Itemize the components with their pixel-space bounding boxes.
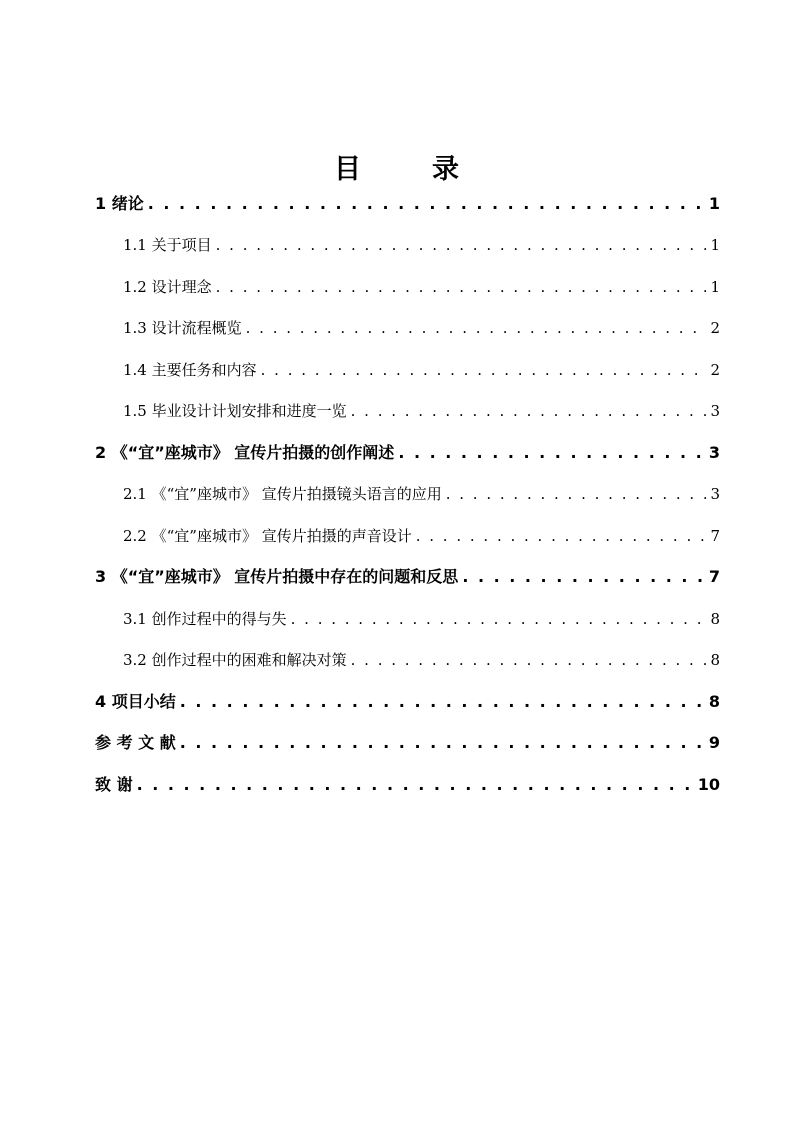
toc-entry-text: 2.1 《“宜”座城市》 宣传片拍摄镜头语言的应用 [123,485,442,503]
toc-page-number: 3 [710,402,720,420]
toc-entry[interactable] [95,191,720,217]
toc-entry-text: 1.5 毕业设计计划安排和进度一览 [123,402,347,420]
toc-entry[interactable] [95,440,720,466]
toc-entry-text: 2 《“宜”座城市》 宣传片拍摄的创作阐述 [95,443,395,462]
toc-entry[interactable] [95,689,720,715]
toc-page-number: 8 [710,651,720,669]
toc-entry-text: 1.3 设计流程概览 [123,319,242,337]
dot-leader [148,191,705,217]
toc-entry[interactable] [123,523,720,549]
toc-page-number: 1 [710,278,720,296]
toc-entry[interactable] [123,398,720,424]
dot-leader [180,730,705,756]
toc-entry-text: 参 考 文 献 [95,733,176,752]
toc-entry[interactable] [123,647,720,673]
dot-leader [398,440,705,466]
dot-leader [261,357,707,383]
dot-leader [462,564,705,590]
dot-leader [137,772,694,798]
dot-leader [291,606,707,632]
dot-leader [180,689,705,715]
dot-leader [351,398,707,424]
toc-page-number: 3 [708,443,720,462]
toc-entry[interactable] [123,315,720,341]
toc-entry[interactable] [95,564,720,590]
dot-leader [216,232,707,258]
toc-title: 目 录 [334,154,481,185]
toc-entry[interactable] [95,772,720,798]
dot-leader [216,274,707,300]
toc-page-number: 7 [710,527,720,545]
dot-leader [416,523,707,549]
toc-page-number: 1 [708,194,720,213]
toc-entry-text: 3 《“宜”座城市》 宣传片拍摄中存在的问题和反思 [95,567,459,586]
toc-entry[interactable] [123,481,720,507]
toc-entry-text: 1 绪论 [95,194,144,213]
toc-page-number: 8 [708,692,720,711]
toc-entry[interactable] [123,232,720,258]
toc-entry[interactable] [123,606,720,632]
toc-page-number: 7 [708,567,720,586]
toc-page-number: 3 [710,485,720,503]
toc-entry-text: 2.2 《“宜”座城市》 宣传片拍摄的声音设计 [123,527,412,545]
dot-leader [446,481,707,507]
toc-page-number: 2 [710,319,720,337]
dot-leader [351,647,707,673]
toc-entry-text: 1.4 主要任务和内容 [123,361,257,379]
toc-entry-text: 3.1 创作过程中的得与失 [123,610,287,628]
toc-page-number: 2 [710,361,720,379]
toc-entry-text: 1.1 关于项目 [123,236,212,254]
toc-entry[interactable] [123,357,720,383]
toc-page-number: 9 [708,733,720,752]
toc-entry-text: 4 项目小结 [95,692,176,711]
toc-page-number: 10 [697,775,720,794]
toc-entry[interactable] [95,730,720,756]
toc-entry[interactable] [123,274,720,300]
toc-page-number: 1 [710,236,720,254]
dot-leader [246,315,707,341]
toc-page-number: 8 [710,610,720,628]
toc-entry-text: 致 谢 [95,775,133,794]
toc-entry-text: 3.2 创作过程中的困难和解决对策 [123,651,347,669]
toc-entry-text: 1.2 设计理念 [123,278,212,296]
